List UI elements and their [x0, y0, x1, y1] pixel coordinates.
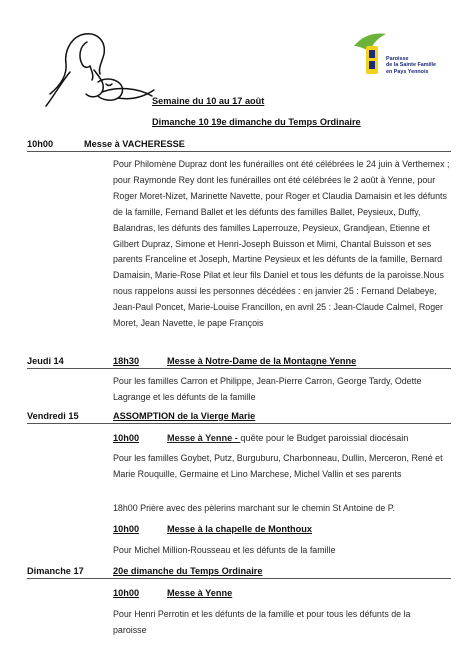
s3-mass2-title: Messe à la chapelle de Monthoux [167, 524, 312, 534]
s3-mass1-intentions: Pour les familles Goybet, Putz, Burguburu, Charbonneau, Dullin, Merceron, René et Marie Rouquille, Germaine et Lino Marchese, Michel Vallin et ses parents [113, 453, 443, 479]
section-divider [27, 368, 451, 369]
s4-day: Dimanche 17 [27, 566, 84, 576]
s2-title: Messe à Notre-Dame de la Montagne Yenne [167, 356, 357, 366]
week-title: Semaine du 10 au 17 août [152, 96, 265, 106]
s3-mass1-title: Messe à Yenne - [167, 433, 241, 443]
s3-mass1-note: quête pour le Budget paroissial diocésain [240, 433, 409, 443]
s4-intentions: Pour Henri Perrotin et les défunts de la famille et pour tous les défunts de la paroisse [113, 609, 411, 635]
s3-day: Vendredi 15 [27, 411, 79, 421]
section-divider [27, 578, 451, 579]
s4-title: 20e dimanche du Temps Ordinaire [113, 566, 263, 576]
section-divider [27, 151, 451, 152]
s3-prayer: 18h00 Prière avec des pèlerins marchant sur le chemin St Antoine de P. [113, 503, 396, 513]
s3-title: ASSOMPTION de la Vierge Marie [113, 411, 256, 421]
logo-line-1: Paroisse [386, 56, 409, 62]
s4-mass-title: Messe à Yenne [167, 588, 233, 598]
logo-line-3: en Pays Yennois [386, 68, 429, 75]
s3-mass1-time: 10h00 [113, 433, 140, 443]
s1-time: 10h00 [27, 139, 54, 149]
section-divider [27, 423, 451, 424]
s3-mass2-time: 10h00 [113, 524, 140, 534]
s1-intentions: Pour Philomène Dupraz dont les funérailles ont été célébrées le 24 juin à Verthemex ; pour Raymonde Rey dont les funérailles ont été célébrées le 2 août à Yenne, pour Roger Moret-Nizet, Marinette Navette, pour Roger et Claudia Damaisin et les défunts de la famille, Fernand Ballet et les défunts des familles Ballet, Peysieux, Duffy, Balandras, les défunts des familles Laperrouze, Peysieux, Grandjean, Etienne et Gilbert Dupraz, Simone et Henri-Joseph Buisson et Mimi, Chantal Buisson et ses parents Franceline et Joseph, Martine Peysieux et les défunts de la famille, Bernard Damaisin, Marie-Rose Pilat et leur fils Daniel et tous les défunts de la paroisse.Nous nous rappelons aussi les personnes décédées : en janvier 25 : Fernand Delabeye, Jean-Paul Poncet, Marie-Louise Francillon, en avril 25 : Jean-Claude Calmel, Roger Moret, Jean Navette, le pape François [113, 159, 450, 329]
sunday-title: Dimanche 10 19e dimanche du Temps Ordinaire [152, 117, 361, 127]
s3-mass2-intentions: Pour Michel Million-Rousseau et les défunts de la famille [113, 545, 336, 555]
parish-logo-mark [352, 28, 388, 76]
s4-mass-time: 10h00 [113, 588, 140, 598]
s1-title: Messe à VACHERESSE [84, 139, 185, 149]
s2-intentions: Pour les familles Carron et Philippe, Jean-Pierre Carron, George Tardy, Odette Lagrange et les défunts de la famille [113, 376, 422, 402]
mother-child-illustration [40, 28, 160, 110]
s2-day: Jeudi 14 [27, 356, 64, 366]
logo-line-2: de la Sainte Famille [386, 62, 437, 69]
parish-logo [352, 28, 448, 100]
s2-time: 18h30 [113, 356, 140, 366]
